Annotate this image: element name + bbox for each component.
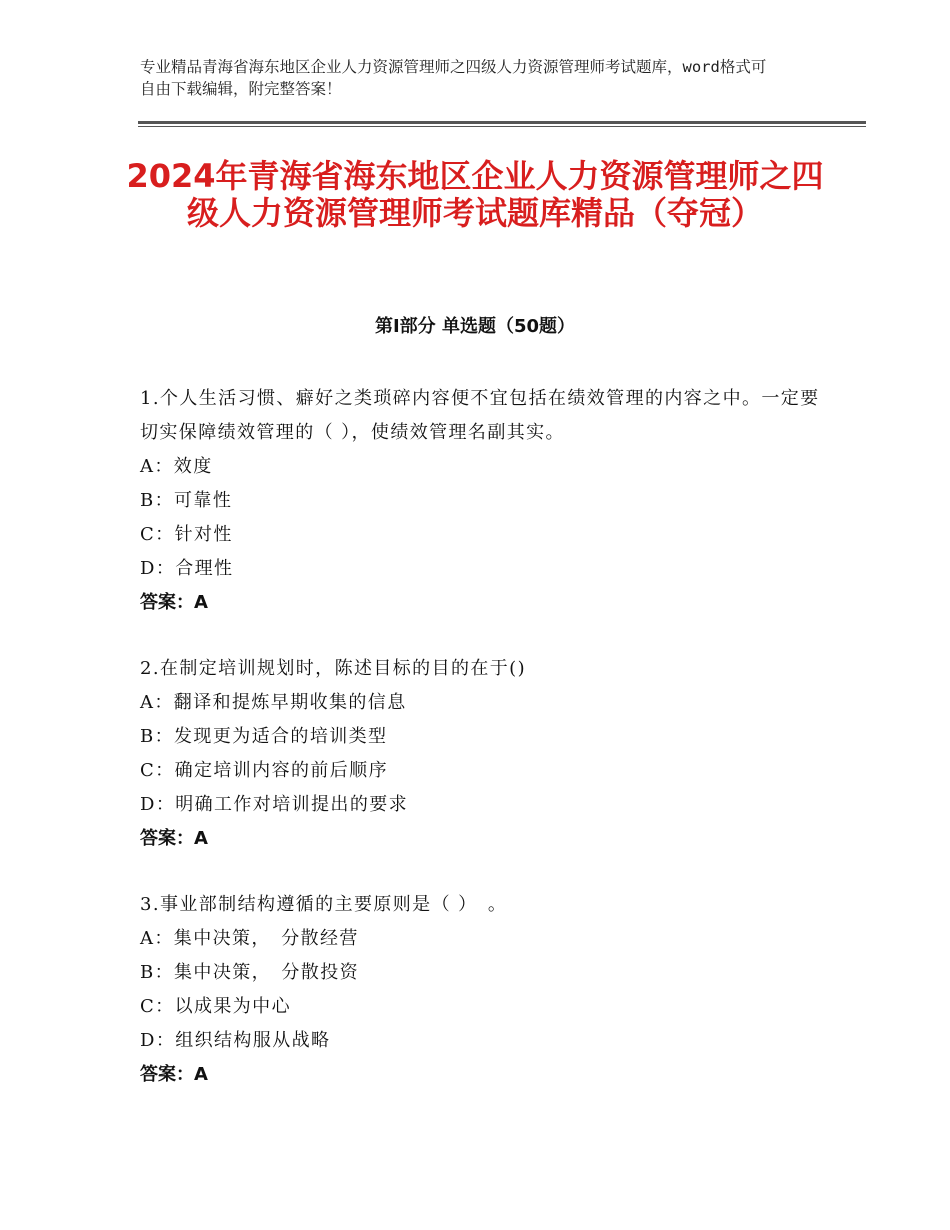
answer: 答案：A <box>140 828 208 849</box>
option-d: D：明确工作对培训提出的要求 <box>140 794 409 815</box>
question-2 <box>140 652 820 856</box>
header-divider-thick <box>138 121 866 124</box>
option-b: B：发现更为适合的培训类型 <box>140 726 388 747</box>
option-a: A：效度 <box>140 456 213 477</box>
option-d: D：合理性 <box>140 558 234 579</box>
option-c: C：以成果为中心 <box>140 996 291 1017</box>
answer: 答案：A <box>140 592 208 613</box>
question-stem: 2.在制定培训规划时，陈述目标的目的在于() <box>140 658 527 679</box>
option-b: B：集中决策， 分散投资 <box>140 962 360 983</box>
question-1 <box>140 382 820 620</box>
question-stem: 1.个人生活习惯、癖好之类琐碎内容便不宜包括在绩效管理的内容之中。一定要切实保障绩效管理的（ ），使绩效管理名副其实。 <box>140 388 820 443</box>
header-divider-thin <box>138 126 866 127</box>
question-list <box>140 382 820 1124</box>
document-title: 2024年青海省海东地区企业人力资源管理师之四级人力资源管理师考试题库精品（夺冠） <box>126 157 824 232</box>
option-c: C：确定培训内容的前后顺序 <box>140 760 388 781</box>
option-a: A：集中决策， 分散经营 <box>140 928 359 949</box>
section-title: 第Ⅰ部分 单选题（50题） <box>374 316 575 337</box>
header-note: 专业精品青海省海东地区企业人力资源管理师之四级人力资源管理师考试题库，word格式可自由下载编辑，附完整答案！ <box>140 58 767 98</box>
answer: 答案：A <box>140 1064 208 1085</box>
question-stem: 3.事业部制结构遵循的主要原则是（ ） 。 <box>140 894 508 915</box>
option-b: B：可靠性 <box>140 490 233 511</box>
option-d: D：组织结构服从战略 <box>140 1030 331 1051</box>
question-3 <box>140 888 820 1092</box>
option-c: C：针对性 <box>140 524 233 545</box>
option-a: A：翻译和提炼早期收集的信息 <box>140 692 407 713</box>
